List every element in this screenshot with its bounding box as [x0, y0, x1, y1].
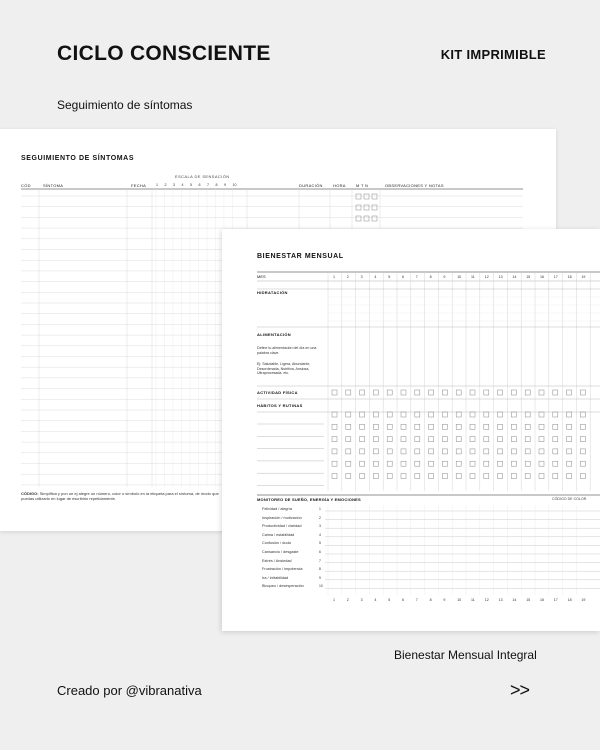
habit-checkbox[interactable] [553, 474, 558, 479]
hydration-label: HIDRATACIÓN [257, 290, 288, 295]
bottom-day-number: 1 [333, 598, 335, 602]
habit-checkbox[interactable] [456, 437, 461, 442]
habit-checkbox[interactable] [525, 461, 530, 466]
day-number: 8 [429, 275, 432, 279]
activity-checkbox[interactable] [484, 390, 489, 395]
activity-checkbox[interactable] [553, 390, 558, 395]
sheet1-footer [21, 491, 221, 501]
habit-checkbox[interactable] [470, 424, 475, 429]
habit-checkbox[interactable] [567, 449, 572, 454]
emotion-label: Estrés / Ansiedad [262, 558, 292, 563]
habit-checkbox[interactable] [553, 412, 558, 417]
habit-checkbox[interactable] [553, 449, 558, 454]
scale-number: 4 [181, 183, 184, 187]
habit-checkbox[interactable] [332, 437, 337, 442]
bottom-day-number: 7 [415, 598, 418, 602]
habit-checkbox[interactable] [429, 412, 434, 417]
emotion-label: Frustración / impotencia [262, 567, 303, 572]
habit-checkbox[interactable] [553, 424, 558, 429]
bottom-day-number: 10 [457, 598, 462, 602]
habit-checkbox[interactable] [387, 424, 392, 429]
habit-checkbox[interactable] [567, 424, 572, 429]
scale-number: 1 [156, 183, 158, 187]
habit-checkbox[interactable] [360, 412, 365, 417]
habit-checkbox[interactable] [401, 461, 406, 466]
habit-checkbox[interactable] [373, 437, 378, 442]
habit-checkbox[interactable] [387, 461, 392, 466]
emotion-label: Bloqueo / desesperación [262, 584, 304, 589]
credit-text: Creado por @vibranativa [57, 683, 202, 698]
habit-checkbox[interactable] [387, 437, 392, 442]
next-arrow-icon[interactable]: >> [510, 680, 530, 700]
habit-checkbox[interactable] [429, 461, 434, 466]
emotion-label: Inspiración / motivación [262, 515, 302, 520]
habit-checkbox[interactable] [360, 437, 365, 442]
habit-checkbox[interactable] [442, 461, 447, 466]
habit-checkbox[interactable] [484, 412, 489, 417]
habit-checkbox[interactable] [498, 412, 503, 417]
sleep-label: MONITOREO DE SUEÑO, ENERGÍA Y EMOCIONES [257, 497, 361, 502]
habit-checkbox[interactable] [511, 474, 516, 479]
bottom-day-number: 3 [360, 598, 363, 602]
bottom-day-number: 14 [512, 598, 517, 602]
emotion-label: Confusión / duda [262, 541, 291, 546]
emotion-number: 7 [319, 558, 321, 563]
habit-checkbox[interactable] [401, 437, 406, 442]
emotion-label: Felicidad / alegría [262, 507, 292, 511]
habit-checkbox[interactable] [580, 437, 585, 442]
bottom-day-number: 12 [484, 598, 489, 602]
habit-checkbox[interactable] [429, 449, 434, 454]
habit-checkbox[interactable] [346, 449, 351, 454]
emotion-label: Calma / estabilidad [262, 532, 295, 537]
habit-checkbox[interactable] [498, 474, 503, 479]
habit-checkbox[interactable] [470, 449, 475, 454]
col-notes: OBSERVACIONES Y NOTAS [385, 183, 444, 188]
habit-checkbox[interactable] [456, 412, 461, 417]
habit-checkbox[interactable] [415, 474, 420, 479]
bottom-day-number: 8 [429, 598, 432, 602]
habit-checkbox[interactable] [373, 412, 378, 417]
activity-checkbox[interactable] [360, 390, 365, 395]
emotion-number: 8 [319, 567, 321, 572]
habit-checkbox[interactable] [511, 437, 516, 442]
mtn-checkbox[interactable] [364, 194, 369, 199]
habit-checkbox[interactable] [567, 461, 572, 466]
activity-checkbox[interactable] [373, 390, 378, 395]
emotion-number: 5 [319, 541, 321, 546]
scale-number: 5 [190, 183, 192, 187]
scale-number: 7 [207, 183, 209, 187]
emotion-number: 3 [319, 524, 321, 529]
activity-checkbox[interactable] [456, 390, 461, 395]
emotion-number: 9 [319, 575, 321, 580]
habit-checkbox[interactable] [567, 412, 572, 417]
habit-checkbox[interactable] [332, 412, 337, 417]
scale-number: 3 [173, 183, 175, 187]
food-label: ALIMENTACIÓN [257, 332, 291, 337]
habit-checkbox[interactable] [373, 461, 378, 466]
habit-checkbox[interactable] [539, 449, 544, 454]
activity-checkbox[interactable] [332, 390, 337, 395]
day-number: 17 [553, 275, 558, 279]
habit-checkbox[interactable] [332, 474, 337, 479]
bottom-day-number: 17 [553, 598, 558, 602]
day-number: 5 [388, 275, 391, 279]
habit-checkbox[interactable] [346, 474, 351, 479]
activity-checkbox[interactable] [387, 390, 392, 395]
habit-checkbox[interactable] [373, 474, 378, 479]
habit-checkbox[interactable] [539, 474, 544, 479]
habit-checkbox[interactable] [387, 474, 392, 479]
habit-checkbox[interactable] [567, 437, 572, 442]
bottom-day-number: 19 [581, 598, 586, 602]
monthly-wellbeing-sheet [222, 229, 600, 631]
sheet2-title: BIENESTAR MENSUAL [257, 253, 344, 260]
habit-checkbox[interactable] [580, 412, 585, 417]
habit-checkbox[interactable] [539, 437, 544, 442]
scale-number: 6 [198, 183, 201, 187]
bottom-day-number: 16 [540, 598, 544, 602]
habit-checkbox[interactable] [484, 437, 489, 442]
mtn-checkbox[interactable] [364, 205, 369, 210]
habit-checkbox[interactable] [511, 461, 516, 466]
habit-checkbox[interactable] [470, 412, 475, 417]
habit-checkbox[interactable] [442, 449, 447, 454]
habit-checkbox[interactable] [580, 424, 585, 429]
habit-checkbox[interactable] [346, 424, 351, 429]
habit-checkbox[interactable] [567, 474, 572, 479]
col-mtn: M T N [356, 183, 369, 188]
habit-checkbox[interactable] [484, 474, 489, 479]
habit-checkbox[interactable] [442, 474, 447, 479]
habit-checkbox[interactable] [456, 474, 461, 479]
emotion-number: 4 [319, 532, 321, 537]
habit-checkbox[interactable] [429, 424, 434, 429]
day-number: 19 [581, 275, 586, 279]
habit-checkbox[interactable] [470, 461, 475, 466]
habit-checkbox[interactable] [511, 449, 516, 454]
sheet-caption: Bienestar Mensual Integral [394, 648, 537, 662]
activity-checkbox[interactable] [511, 390, 516, 395]
habit-checkbox[interactable] [401, 424, 406, 429]
habit-checkbox[interactable] [429, 474, 434, 479]
habit-checkbox[interactable] [484, 449, 489, 454]
mtn-checkbox[interactable] [356, 194, 361, 199]
habit-checkbox[interactable] [456, 424, 461, 429]
sleep-code-label: CÓDIGO DE COLOR [552, 497, 587, 501]
habit-checkbox[interactable] [580, 474, 585, 479]
activity-label: ACTIVIDAD FÍSICA [257, 390, 298, 395]
habit-checkbox[interactable] [346, 437, 351, 442]
habits-label: HÁBITOS Y RUTINAS [257, 403, 303, 408]
habit-checkbox[interactable] [484, 424, 489, 429]
day-number: 1 [333, 275, 335, 279]
habit-checkbox[interactable] [525, 449, 530, 454]
emotion-number: 10 [319, 584, 323, 589]
bottom-day-number: 2 [346, 598, 349, 602]
mtn-checkbox[interactable] [364, 216, 369, 221]
habit-checkbox[interactable] [511, 424, 516, 429]
habit-checkbox[interactable] [387, 412, 392, 417]
habit-checkbox[interactable] [498, 449, 503, 454]
habit-checkbox[interactable] [429, 437, 434, 442]
activity-checkbox[interactable] [346, 390, 351, 395]
scale-number: 10 [232, 183, 237, 187]
habit-checkbox[interactable] [360, 424, 365, 429]
activity-checkbox[interactable] [580, 390, 585, 395]
habit-checkbox[interactable] [470, 437, 475, 442]
habit-checkbox[interactable] [498, 437, 503, 442]
habit-checkbox[interactable] [525, 424, 530, 429]
sheet1-title: SEGUIMIENTO DE SÍNTOMAS [21, 155, 135, 162]
day-number: 4 [374, 275, 377, 279]
habit-checkbox[interactable] [511, 412, 516, 417]
footer-text: Simplifica y pon un ej alegre un número, color o símbolo en la etiqueta para el síntoma, de modo que puedas utilizarlo en lugar de escribirlo repetidamente. [21, 491, 219, 501]
habit-checkbox[interactable] [387, 449, 392, 454]
habit-checkbox[interactable] [332, 461, 337, 466]
day-number: 11 [471, 275, 475, 279]
day-number: 15 [526, 275, 531, 279]
activity-checkbox[interactable] [401, 390, 406, 395]
col-date: FECHA [131, 183, 147, 188]
emotion-label: Productividad / claridad [262, 524, 302, 529]
day-number: 2 [346, 275, 349, 279]
habit-checkbox[interactable] [346, 412, 351, 417]
mtn-checkbox[interactable] [372, 194, 377, 199]
activity-checkbox[interactable] [525, 390, 530, 395]
activity-checkbox[interactable] [539, 390, 544, 395]
habit-checkbox[interactable] [373, 449, 378, 454]
habit-checkbox[interactable] [484, 461, 489, 466]
habit-checkbox[interactable] [456, 449, 461, 454]
kit-label: KIT IMPRIMIBLE [440, 47, 546, 62]
habit-checkbox[interactable] [332, 449, 337, 454]
habit-checkbox[interactable] [415, 412, 420, 417]
day-number: 13 [498, 275, 503, 279]
emotion-label: Cansancio / desgaste [262, 550, 299, 554]
habit-checkbox[interactable] [346, 461, 351, 466]
habit-checkbox[interactable] [539, 461, 544, 466]
day-number: 9 [443, 275, 446, 279]
habit-checkbox[interactable] [415, 449, 420, 454]
scale-number: 2 [164, 183, 167, 187]
habit-checkbox[interactable] [442, 424, 447, 429]
habit-checkbox[interactable] [539, 424, 544, 429]
bottom-day-number: 11 [471, 598, 475, 602]
mtn-checkbox[interactable] [372, 205, 377, 210]
habit-checkbox[interactable] [360, 449, 365, 454]
mtn-checkbox[interactable] [356, 216, 361, 221]
day-number: 10 [457, 275, 462, 279]
bottom-day-number: 18 [567, 598, 572, 602]
mtn-checkbox[interactable] [356, 205, 361, 210]
habit-checkbox[interactable] [401, 449, 406, 454]
habit-checkbox[interactable] [332, 424, 337, 429]
habit-checkbox[interactable] [415, 461, 420, 466]
scale-number: 9 [224, 183, 226, 187]
emotion-number: 1 [319, 507, 321, 511]
subtitle: Seguimiento de síntomas [57, 98, 193, 112]
emotion-number: 2 [319, 515, 321, 520]
bottom-day-number: 4 [374, 598, 377, 602]
activity-checkbox[interactable] [429, 390, 434, 395]
day-number: 18 [567, 275, 572, 279]
food-note-2: Ej: Saludable, Ligera, Abundante, Desordenada, Nutritiva, Ansiosa, Ultraprocesada, etc. [257, 362, 311, 376]
habit-checkbox[interactable] [401, 412, 406, 417]
activity-checkbox[interactable] [567, 390, 572, 395]
day-number: 6 [402, 275, 404, 279]
habit-checkbox[interactable] [401, 474, 406, 479]
habit-checkbox[interactable] [525, 437, 530, 442]
day-number: 12 [484, 275, 489, 279]
habit-checkbox[interactable] [360, 461, 365, 466]
mes-label: MES [257, 274, 266, 279]
activity-checkbox[interactable] [498, 390, 503, 395]
habit-checkbox[interactable] [415, 437, 420, 442]
habit-checkbox[interactable] [456, 461, 461, 466]
habit-checkbox[interactable] [360, 474, 365, 479]
habit-checkbox[interactable] [580, 461, 585, 466]
habit-checkbox[interactable] [553, 437, 558, 442]
day-number: 3 [360, 275, 363, 279]
mtn-checkbox[interactable] [372, 216, 377, 221]
day-number: 16 [540, 275, 544, 279]
activity-checkbox[interactable] [442, 390, 447, 395]
bottom-day-number: 6 [402, 598, 404, 602]
food-note-1: Define tu alimentación del día en una palabra clave. [257, 346, 317, 355]
habit-checkbox[interactable] [539, 412, 544, 417]
habit-checkbox[interactable] [470, 474, 475, 479]
emotion-number: 6 [319, 550, 321, 554]
habit-checkbox[interactable] [498, 461, 503, 466]
habit-checkbox[interactable] [553, 461, 558, 466]
page-title: CICLO CONSCIENTE [57, 42, 271, 65]
habit-checkbox[interactable] [415, 424, 420, 429]
bottom-day-number: 15 [526, 598, 531, 602]
col-duration: DURACIÓN [299, 183, 323, 188]
footer-code: CÓDIGO: [21, 491, 39, 496]
scale-number: 8 [215, 183, 218, 187]
day-number: 14 [512, 275, 517, 279]
col-code: CÓD [21, 183, 31, 188]
habit-checkbox[interactable] [442, 437, 447, 442]
activity-checkbox[interactable] [470, 390, 475, 395]
habit-checkbox[interactable] [498, 424, 503, 429]
habit-checkbox[interactable] [442, 412, 447, 417]
bottom-day-number: 13 [498, 598, 503, 602]
habit-checkbox[interactable] [525, 474, 530, 479]
col-symptom: SÍNTOMA [43, 183, 64, 188]
col-time: HORA [333, 183, 346, 188]
day-number: 7 [415, 275, 418, 279]
habit-checkbox[interactable] [580, 449, 585, 454]
bottom-day-number: 5 [388, 598, 391, 602]
activity-checkbox[interactable] [415, 390, 420, 395]
habit-checkbox[interactable] [525, 412, 530, 417]
emotion-label: Ira / Irritabilidad [262, 575, 289, 580]
bottom-day-number: 9 [443, 598, 446, 602]
habit-checkbox[interactable] [373, 424, 378, 429]
scale-label: ESCALA DE SENSACIÓN [175, 174, 230, 179]
